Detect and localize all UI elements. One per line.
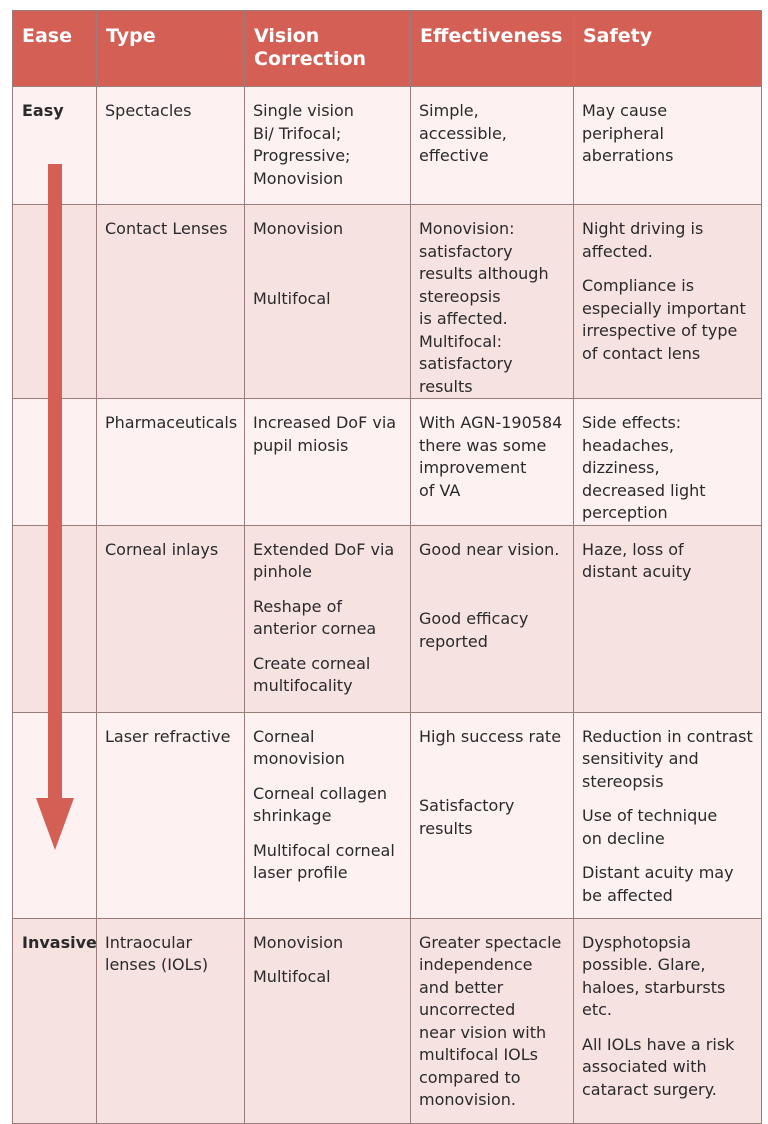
cell-line: Haze, loss of (582, 539, 684, 559)
cell-line: Increased DoF via (253, 413, 397, 432)
cell-line: results although (419, 264, 549, 283)
cell-line: stereopsis (582, 771, 664, 791)
type-cell (97, 918, 245, 1123)
cell-line: sensitivity and (582, 749, 699, 768)
header-ease: Ease (13, 11, 97, 87)
header-correction-line: Correction (254, 48, 367, 70)
cell-line: Laser refractive (105, 726, 231, 746)
cell-line: Corneal (253, 726, 315, 746)
cell-line: Intraocular (105, 932, 193, 952)
header-effectiveness: Effectiveness (411, 11, 574, 87)
cell-line: Multifocal (253, 967, 331, 986)
cell-line: All IOLs have a risk (582, 1034, 735, 1054)
effectiveness-cell (411, 712, 574, 918)
type-cell (97, 712, 245, 918)
vision-cell (245, 712, 411, 918)
comparison-table (12, 10, 762, 1124)
cell-line: Night driving is (582, 219, 704, 238)
cell-line: there was some (419, 435, 547, 455)
cell-line: aberrations (582, 146, 674, 165)
cell-line: Create corneal (253, 653, 371, 673)
header-vision-line: Vision (254, 25, 320, 47)
cell-line: anterior cornea (253, 619, 377, 638)
cell-line: Use of technique (582, 806, 718, 825)
cell-line: Extended DoF via (253, 539, 395, 559)
cell-line: Good near vision. (419, 539, 560, 559)
header-type: Type (97, 11, 245, 87)
arrow-head (36, 798, 74, 850)
safety-cell (574, 918, 762, 1123)
cell-line: multifocal IOLs (419, 1045, 539, 1064)
cell-line: Reshape of (253, 596, 343, 616)
vision-cell (245, 205, 411, 399)
cell-line: Greater spectacle (419, 932, 562, 952)
cell-line: on decline (582, 828, 665, 848)
cell-line: decreased light (582, 480, 706, 500)
cell-line: of VA (419, 480, 461, 500)
cell-line: independence (419, 955, 533, 974)
header-row (13, 11, 762, 87)
table-row-contact-lenses (13, 205, 762, 399)
safety-cell (574, 525, 762, 712)
cell-line: uncorrected (419, 1000, 516, 1019)
ease-cell: Invasive (13, 918, 97, 1123)
cell-line: satisfactory results (419, 354, 513, 396)
cell-line: Spectacles (105, 101, 192, 120)
cell-line: Good efficacy (419, 609, 529, 628)
cell-line: Bi/ Trifocal; (253, 123, 342, 143)
safety-cell (574, 205, 762, 399)
cell-line: satisfactory (419, 241, 513, 261)
cell-line: Monovision (253, 219, 344, 238)
cell-line: multifocality (253, 676, 353, 695)
cell-line: pinhole (253, 562, 312, 581)
type-cell (97, 87, 245, 205)
effectiveness-cell (411, 525, 574, 712)
cell-line: compared to (419, 1067, 521, 1087)
cell-line: Reduction in contrast (582, 726, 753, 746)
cell-line: Progressive; (253, 146, 351, 165)
cell-line: near vision with (419, 1022, 547, 1042)
cell-line: May cause peripheral (582, 101, 668, 143)
cell-line: be affected (582, 885, 673, 905)
vision-cell (245, 399, 411, 526)
cell-line: Contact Lenses (105, 219, 228, 238)
cell-line: lenses (IOLs) (105, 955, 209, 974)
cell-line: Simple, (419, 101, 479, 120)
safety-cell (574, 399, 762, 526)
cell-line: especially important (582, 298, 746, 318)
cell-line: perception (582, 503, 668, 522)
table-row-pharmaceuticals (13, 399, 762, 526)
cell-line: Monovision (253, 932, 344, 952)
cell-line: Side effects: (582, 413, 682, 432)
safety-cell (574, 87, 762, 205)
cell-line: is affected. (419, 309, 508, 328)
cell-line: possible. Glare, (582, 955, 706, 974)
cell-line: monovision (253, 749, 345, 768)
vision-cell (245, 525, 411, 712)
effectiveness-cell (411, 399, 574, 526)
vision-cell (245, 918, 411, 1123)
safety-cell (574, 712, 762, 918)
cell-line: associated with (582, 1057, 707, 1076)
effectiveness-cell (411, 918, 574, 1123)
cell-line: Corneal collagen (253, 783, 387, 803)
cell-line: haloes, starbursts etc. (582, 977, 726, 1019)
effectiveness-cell (411, 205, 574, 399)
cell-line: Satisfactory results (419, 796, 515, 838)
cell-line: affected. (582, 241, 653, 261)
table-row-iols (13, 918, 762, 1123)
cell-line: Monovision: (419, 219, 515, 238)
cell-line: pupil miosis (253, 435, 349, 455)
cell-line: Compliance is (582, 276, 695, 295)
cell-line: Multifocal (253, 288, 331, 308)
cell-line: improvement (419, 458, 527, 477)
cell-line: distant acuity (582, 562, 692, 581)
type-cell (97, 525, 245, 712)
cell-line: Monovision (253, 168, 344, 188)
cell-line: With AGN-190584 (419, 413, 563, 432)
cell-line: Corneal inlays (105, 539, 219, 559)
ease-cell: Easy (13, 87, 97, 205)
cell-line: stereopsis (419, 286, 501, 306)
cell-line: Distant acuity may (582, 863, 734, 882)
effectiveness-cell (411, 87, 574, 205)
cell-line: High success rate (419, 726, 562, 746)
cell-line: Single vision (253, 101, 354, 120)
cell-line: of contact lens (582, 343, 701, 363)
cell-line: Pharmaceuticals (105, 413, 238, 432)
header-vision-correction (245, 11, 411, 87)
cell-line: Multifocal: (419, 331, 502, 351)
arrow-shaft (48, 164, 62, 804)
table-row-laser-refractive (13, 712, 762, 918)
cell-line: and better (419, 977, 504, 997)
cell-line: accessible, (419, 123, 507, 143)
cell-line: shrinkage (253, 806, 332, 825)
ease-direction-arrow-icon (36, 164, 74, 850)
table-row-corneal-inlays (13, 525, 762, 712)
cell-line: effective (419, 146, 489, 165)
cell-line: cataract surgery. (582, 1079, 717, 1099)
cell-line: headaches, dizziness, (582, 435, 674, 477)
cell-line: laser profile (253, 863, 348, 882)
table-row-spectacles (13, 87, 762, 205)
cell-line: Dysphotopsia (582, 932, 692, 952)
cell-line: monovision. (419, 1090, 517, 1109)
cell-line: reported (419, 631, 488, 651)
type-cell (97, 205, 245, 399)
cell-line: irrespective of type (582, 321, 738, 340)
header-safety: Safety (574, 11, 762, 87)
vision-cell (245, 87, 411, 205)
cell-line: Multifocal corneal (253, 840, 395, 860)
type-cell (97, 399, 245, 526)
